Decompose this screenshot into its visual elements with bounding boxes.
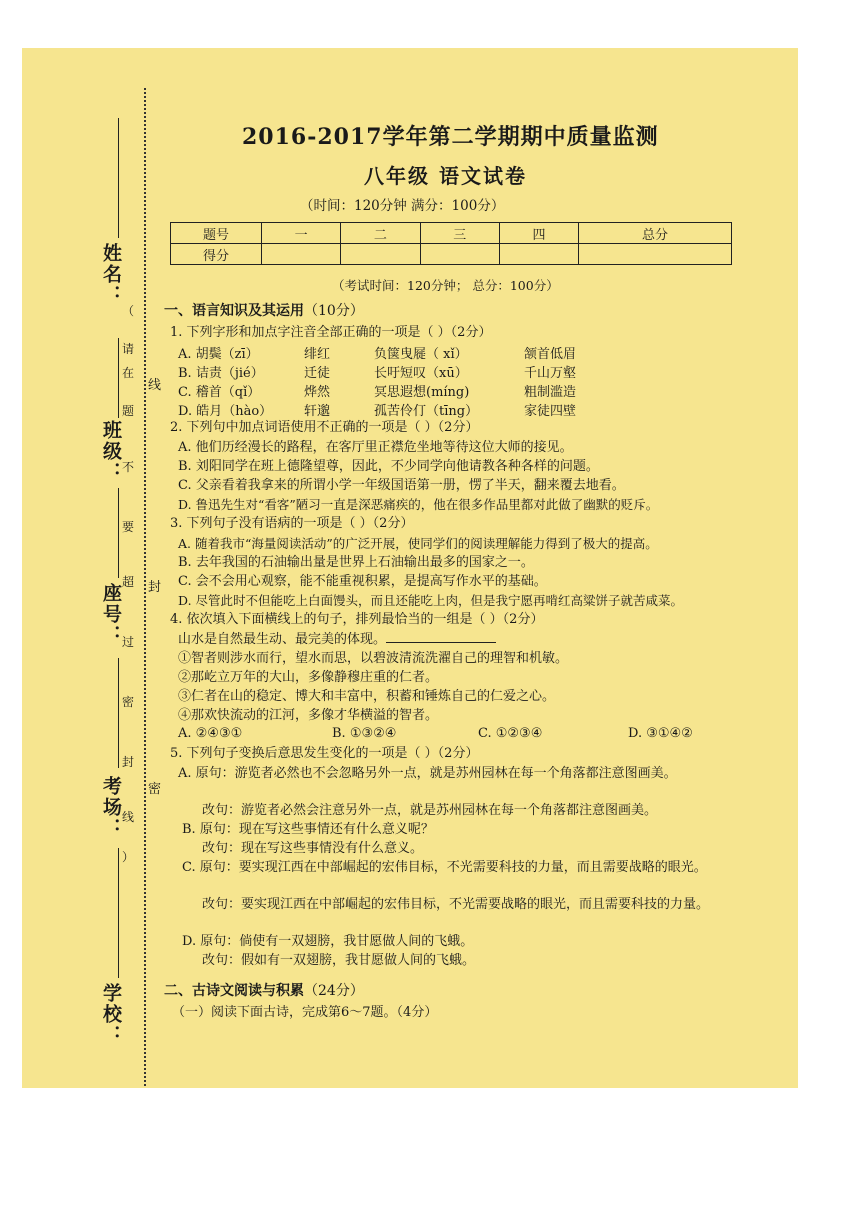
section-title: 一、语言知识及其运用 <box>164 303 304 319</box>
seal-char-dense: 密 <box>148 782 162 797</box>
q3-option-d: D. 尽管此时不但能吃上白面馒头，而且还能吃上肉，但是我宁愿再啃红高粱饼子就苦咸菜。 <box>178 593 684 608</box>
score-input-cell[interactable] <box>341 244 420 265</box>
q1-option-b-word4: 千山万壑 <box>524 366 577 381</box>
binding-note-char: 密 <box>122 695 135 709</box>
q4-item: ②那屹立万年的大山，多像静穆庄重的仁者。 <box>178 670 439 685</box>
exam-subtitle: 八年级 语文试卷 <box>364 164 527 188</box>
room-blank-line <box>118 658 119 768</box>
q1-option-d-word1: D. 皓月（hào） <box>178 404 273 419</box>
q5-b-revised: 改句：现在写这些事情没有什么意义。 <box>202 841 424 856</box>
subsection-heading: （一）阅读下面古诗，完成第6～7题。（4分） <box>172 1005 438 1020</box>
binding-note-char: 要 <box>122 520 135 534</box>
score-table <box>170 222 732 265</box>
q2-option-b: B. 刘阳同学在班上德隆望尊，因此，不少同学向他请教各种各样的问题。 <box>178 459 599 474</box>
section-heading <box>164 300 364 320</box>
q2-option-a: A. 他们历经漫长的路程，在客厅里正襟危坐地等待这位大师的接见。 <box>178 440 573 455</box>
q2-option-d: D. 鲁迅先生对“看客”陋习一直是深恶痛疾的，他在很多作品里都对此做了幽默的贬斥。 <box>178 497 659 512</box>
seat-blank-line <box>118 488 119 578</box>
q1-option-b-word3: 长吁短叹（xū） <box>374 366 468 381</box>
q1-option-c-word1: C. 稽首（qǐ） <box>178 385 261 400</box>
q3-option-c: C. 会不会用心观察，能不能重视积累，是提高写作水平的基础。 <box>178 574 547 589</box>
time-and-score: （时间：120分钟 满分：100分） <box>300 198 505 214</box>
q1-option-c-word3: 冥思遐想(míng) <box>374 385 470 400</box>
q5-c-original: C. 原句：要实现江西在中部崛起的宏伟目标，不光需要科技的力量，而且需要战略的眼光。 <box>182 860 707 875</box>
binding-note-char: 封 <box>122 755 135 769</box>
question-stem: 2. 下列句中加点词语使用不正确的一项是（ ）（2分） <box>170 420 479 435</box>
q5-c-revised: 改句：要实现江西在中部崛起的宏伟目标，不光需要战略的眼光，而且需要科技的力量。 <box>202 897 710 912</box>
q1-option-b-word1: B. 诘责（jié） <box>178 366 264 381</box>
score-input-cell[interactable] <box>579 244 732 265</box>
score-table-cell: 总分 <box>579 223 732 244</box>
score-table-cell: 题号 <box>171 223 262 244</box>
binding-note-char: 题 <box>122 404 135 418</box>
section-heading <box>164 980 364 1000</box>
question-stem: 5. 下列句子变换后意思发生变化的一项是（ ）（2分） <box>170 746 479 761</box>
q1-option-c-word2: 烨然 <box>304 385 331 400</box>
q1-option-b-word2: 迁徒 <box>304 366 331 381</box>
score-table-cell: 得分 <box>171 244 262 265</box>
q4-choice-c: C. ①②③④ <box>478 726 543 741</box>
score-table-cell: 一 <box>262 223 341 244</box>
school-label: 学校： <box>100 983 122 1046</box>
question-stem: 1. 下列字形和加点字注音全部正确的一项是（ ）（2分） <box>170 325 492 340</box>
score-input-cell[interactable] <box>499 244 578 265</box>
score-table-header-row <box>171 223 732 244</box>
binding-note-char: 请 <box>122 342 135 356</box>
q4-choice-a: A. ②④③① <box>178 726 243 741</box>
q1-option-a-word1: A. 胡鬓（zī） <box>178 347 259 362</box>
q4-item: ③仁者在山的稳定、博大和丰富中，积蓄和锤炼自己的仁爱之心。 <box>178 689 556 704</box>
seat-label: 座号： <box>100 583 122 646</box>
score-table-cell: 二 <box>341 223 420 244</box>
question-stem: 3. 下列句子没有语病的一项是（ ）（2分） <box>170 516 414 531</box>
q3-option-b: B. 去年我国的石油输出量是世界上石油输出最多的国家之一。 <box>178 555 534 570</box>
q3-option-a: A. 随着我市“海量阅读活动”的广泛开展，使同学们的阅读理解能力得到了极大的提高。 <box>178 536 658 551</box>
binding-note-char: 过 <box>122 635 135 649</box>
exam-content <box>162 48 782 1088</box>
binding-strip <box>22 48 167 1088</box>
binding-note-char: 线 <box>122 810 135 824</box>
score-table-cell: 四 <box>499 223 578 244</box>
section-points: （24分） <box>304 983 364 999</box>
score-table-score-row <box>171 244 732 265</box>
q5-b-original: B. 原句：现在写这些事情还有什么意义呢？ <box>182 822 434 837</box>
q5-d-revised: 改句：假如有一双翅膀，我甘愿做人间的飞蛾。 <box>202 953 476 968</box>
q1-option-d-word4: 家徒四壁 <box>524 404 577 419</box>
q1-option-d-word2: 轩邈 <box>304 404 331 419</box>
room-label: 考场： <box>100 776 122 839</box>
q5-a-revised: 改句：游览者必然会注意另外一点，就是苏州园林在每一个角落都注意图画美。 <box>202 803 658 818</box>
section-points: （10分） <box>304 303 364 319</box>
score-table-cell: 三 <box>420 223 499 244</box>
question-stem: 4. 依次填入下面横线上的句子，排列最恰当的一组是（ ）（2分） <box>170 612 544 627</box>
seal-char-seal: 封 <box>148 580 162 595</box>
q4-lead <box>178 631 496 649</box>
q1-option-a-word2: 绯红 <box>304 347 331 362</box>
binding-note-char: 在 <box>122 366 135 380</box>
seal-char-line: 线 <box>148 378 162 393</box>
school-blank-line <box>118 848 119 978</box>
exam-title: 2016-2017学年第二学期期中质量监测 <box>242 124 659 150</box>
q5-d-original: D. 原句：倘使有一双翅膀，我甘愿做人间的飞蛾。 <box>182 934 474 949</box>
q4-lead-text: 山水是自然最生动、最完美的体现。 <box>178 632 387 647</box>
class-label: 班级： <box>100 420 122 483</box>
class-blank-line <box>118 338 119 418</box>
binding-note-char: 不 <box>122 460 135 474</box>
q4-item: ④那欢快流动的江河，多像才华横溢的智者。 <box>178 708 439 723</box>
seal-dotted-line <box>144 88 146 1088</box>
exam-note: （考试时间：120分钟； 总分：100分） <box>332 278 559 293</box>
q4-choice-b: B. ①③②④ <box>332 726 397 741</box>
section-title: 二、古诗文阅读与积累 <box>164 983 304 999</box>
q1-option-a-word4: 颔首低眉 <box>524 347 577 362</box>
name-blank-line <box>118 118 119 238</box>
q4-choice-d: D. ③①④② <box>628 726 693 741</box>
exam-paper <box>22 48 798 1088</box>
binding-note-char: ） <box>122 850 135 864</box>
score-input-cell[interactable] <box>262 244 341 265</box>
name-label: 姓名： <box>100 243 122 306</box>
q1-option-d-word3: 孤苦伶仃（tīng） <box>374 404 479 419</box>
q1-option-c-word4: 粗制滥造 <box>524 385 577 400</box>
q5-a-original: A. 原句：游览者必然也不会忽略另外一点，就是苏州园林在每一个角落都注意图画美。 <box>178 766 677 781</box>
q4-blank[interactable] <box>386 642 496 643</box>
binding-note-char: 超 <box>122 575 135 589</box>
q1-option-a-word3: 负箧曳屣（ xǐ） <box>374 347 468 362</box>
q4-item: ①智者则涉水而行，望水而思，以碧波清流洗濯自己的理智和机敏。 <box>178 651 569 666</box>
binding-note-char: （ <box>122 304 135 318</box>
q2-option-c: C. 父亲看着我拿来的所谓小学一年级国语第一册，愣了半天，翻来覆去地看。 <box>178 478 625 493</box>
score-input-cell[interactable] <box>420 244 499 265</box>
